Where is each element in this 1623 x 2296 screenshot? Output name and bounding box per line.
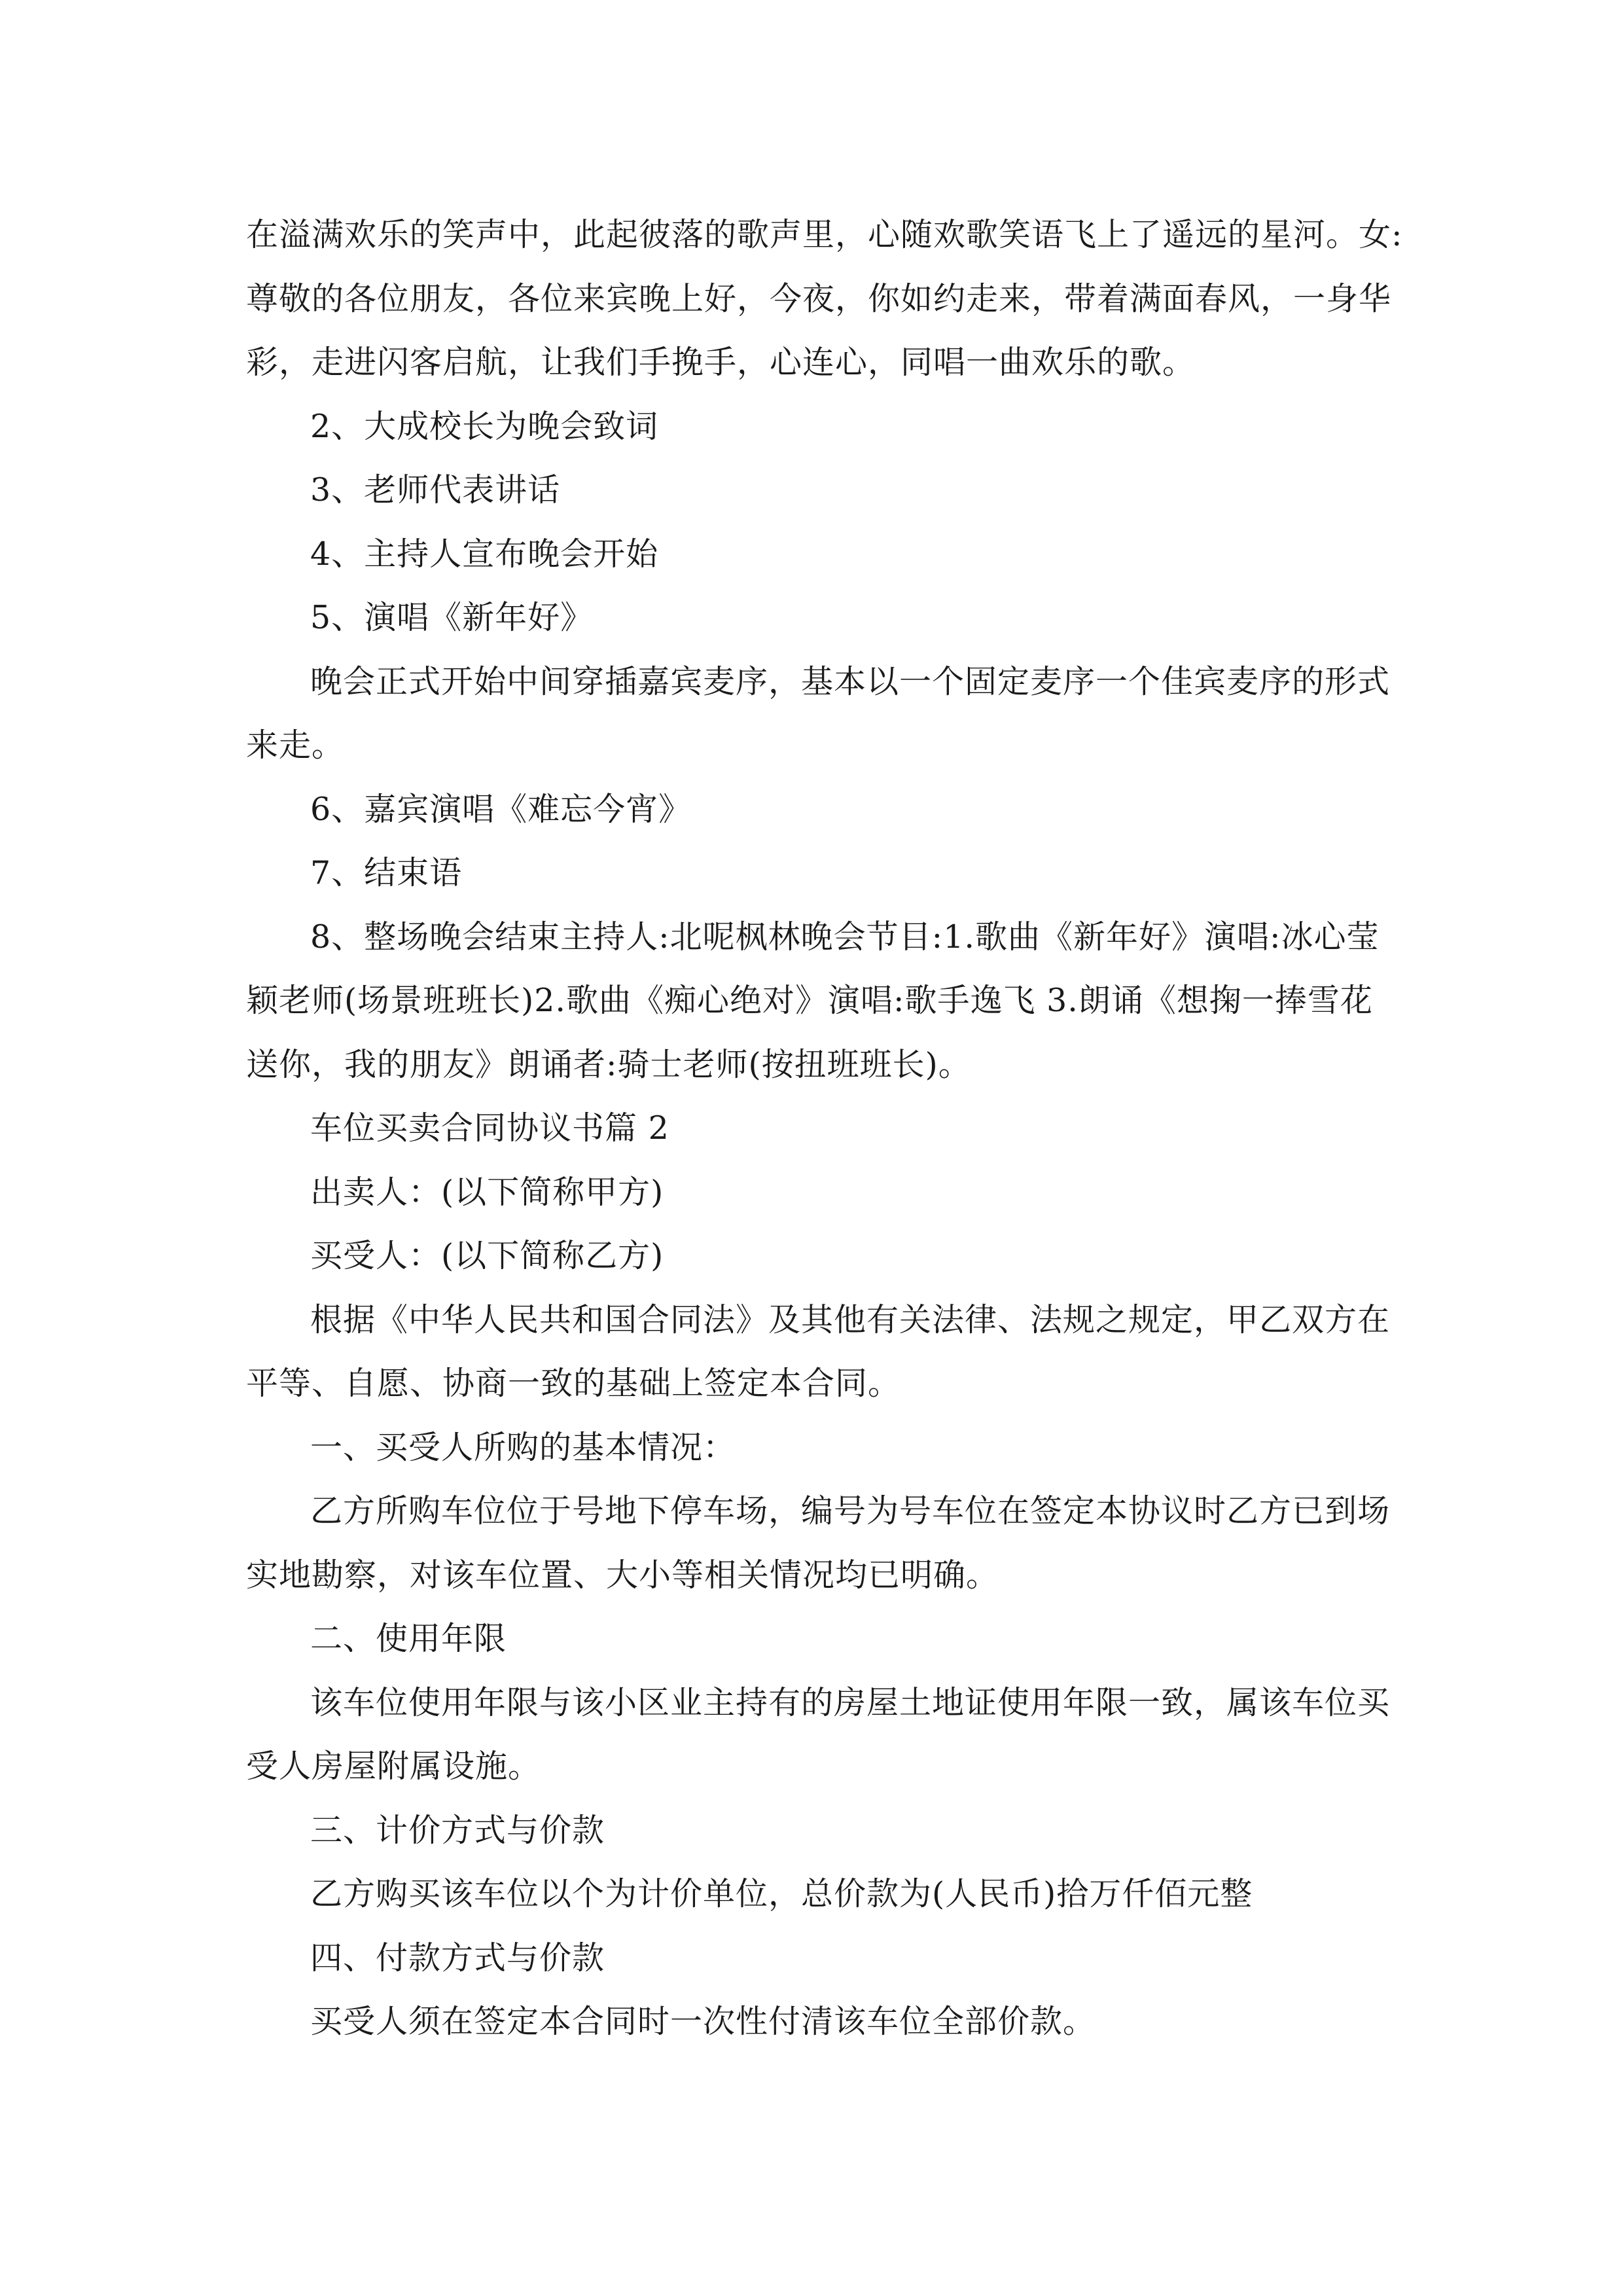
paragraph-line: 实地勘察，对该车位置、大小等相关情况均已明确。 — [246, 1556, 999, 1594]
paragraph-line: 买受人须在签定本合同时一次性付清该车位全部价款。 — [310, 2003, 1096, 2040]
clause-heading: 三、计价方式与价款 — [310, 1811, 605, 1849]
paragraph-line: 该车位使用年限与该小区业主持有的房屋土地证使用年限一致，属该车位买 — [310, 1683, 1391, 1721]
paragraph-line: 来走。 — [246, 726, 345, 764]
text-line: 彩，走进闪客启航，让我们手挽手，心连心，同唱一曲欢乐的歌。 — [246, 344, 1196, 381]
paragraph-line: 受人房屋附属设施。 — [246, 1748, 541, 1785]
list-item: 6、嘉宾演唱《难忘今宵》 — [310, 790, 692, 828]
list-item: 7、结束语 — [310, 854, 463, 891]
list-item: 8、整场晚会结束主持人:北呢枫林晚会节目:1.歌曲《新年好》演唱:冰心莹 — [310, 918, 1380, 956]
paragraph-line: 颖老师(场景班班长)2.歌曲《痴心绝对》演唱:歌手逸飞 3.朗诵《想掬一捧雪花 — [246, 982, 1373, 1019]
document-page — [246, 203, 1403, 2054]
clause-heading: 四、付款方式与价款 — [310, 1939, 605, 1977]
list-item: 5、演唱《新年好》 — [310, 599, 594, 636]
clause-heading: 二、使用年限 — [310, 1620, 507, 1657]
paragraph-line: 乙方所购车位位于号地下停车场，编号为号车位在签定本协议时乙方已到场 — [310, 1492, 1391, 1530]
clause-heading: 一、买受人所购的基本情况： — [310, 1428, 736, 1466]
seller-line: 出卖人：(以下简称甲方) — [310, 1173, 664, 1211]
list-item: 4、主持人宣布晚会开始 — [310, 535, 659, 573]
text-line: 尊敬的各位朋友，各位来宾晚上好，今夜，你如约走来，带着满面春风，一身华 — [246, 279, 1392, 317]
paragraph-line: 晚会正式开始中间穿插嘉宾麦序，基本以一个固定麦序一个佳宾麦序的形式 — [310, 662, 1391, 700]
list-item: 3、老师代表讲话 — [310, 471, 561, 509]
section-title: 车位买卖合同协议书篇 2 — [310, 1109, 669, 1147]
text-line: 在溢满欢乐的笑声中，此起彼落的歌声里，心随欢歌笑语飞上了遥远的星河。女: — [246, 216, 1403, 253]
buyer-line: 买受人：(以下简称乙方) — [310, 1237, 664, 1274]
paragraph-line: 送你，我的朋友》朗诵者:骑士老师(按扭班班长)。 — [246, 1045, 971, 1083]
paragraph-line: 根据《中华人民共和国合同法》及其他有关法律、法规之规定，甲乙双方在 — [310, 1300, 1391, 1338]
paragraph-line: 平等、自愿、协商一致的基础上签定本合同。 — [246, 1365, 901, 1402]
list-item: 2、大成校长为晚会致词 — [310, 407, 659, 445]
paragraph-line: 乙方购买该车位以个为计价单位，总价款为(人民币)拾万仟佰元整 — [310, 1875, 1253, 1912]
